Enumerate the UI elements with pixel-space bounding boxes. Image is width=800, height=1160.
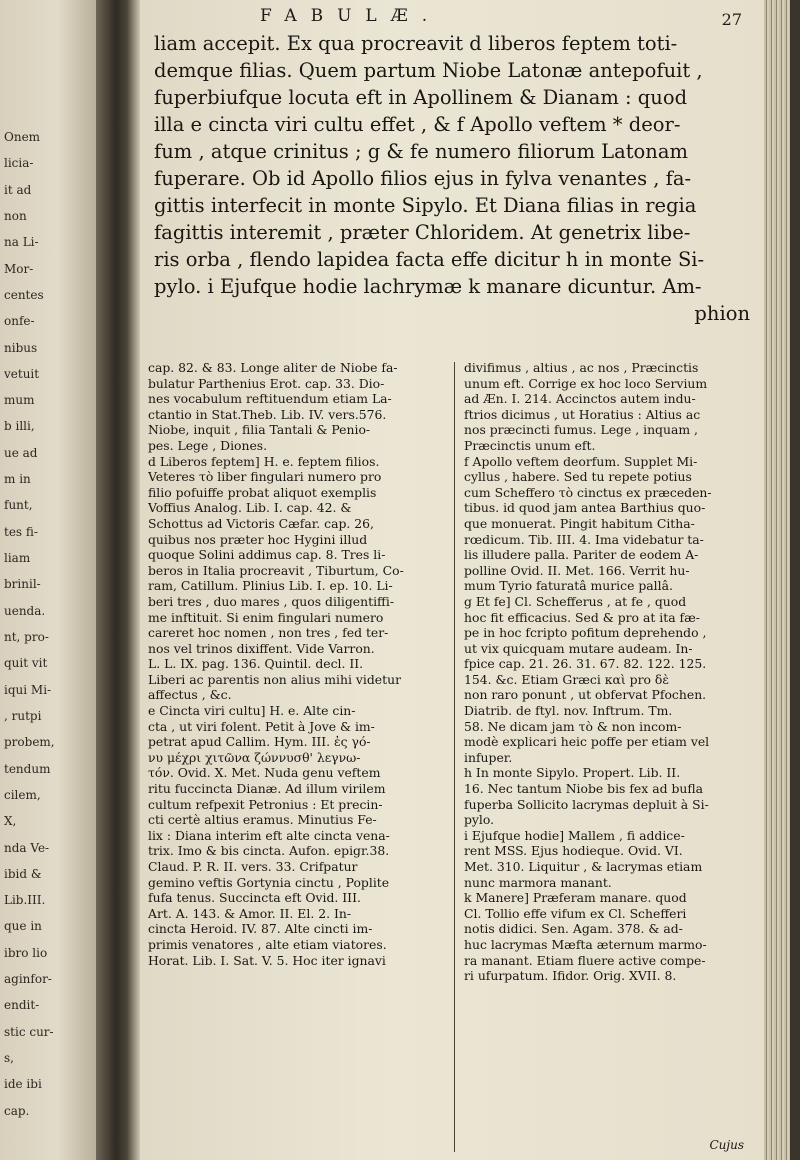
note-line: fufa tenus. Succincta eft Ovid. III. (148, 890, 361, 906)
catchword: Cujus (709, 1138, 744, 1152)
running-head: FABULÆ. (260, 6, 442, 26)
previous-page-fragment: ide ibi (4, 1077, 42, 1092)
main-text-line: demque filias. Quem partum Niobe Latonæ antepofuit , (154, 59, 703, 82)
main-text-line: gittis interfecit in monte Sipylo. Et Diana filias in regia (154, 194, 697, 217)
note-line: e Cincta viri cultu] H. e. Alte cin- (148, 703, 356, 719)
note-line: Veteres τὸ liber fingulari numero pro (148, 469, 382, 485)
note-line: Cl. Tollio effe vifum ex Cl. Schefferi (464, 905, 687, 921)
note-line: ut vix quicquam mutare audeam. In- (464, 640, 693, 656)
note-line: lis illudere palla. Pariter de eodem A- (464, 547, 699, 563)
note-line: ctantio in Stat.Theb. Lib. IV. vers.576. (148, 406, 387, 422)
previous-page-fragment: na Li- (4, 235, 39, 250)
note-line: Liberi ac parentis non alius mihi videtur (148, 671, 401, 687)
previous-page-fragment: aginfor- (4, 972, 52, 987)
note-line: notis didici. Sen. Agam. 378. & ad- (464, 921, 683, 937)
note-line: primis venatores , alte etiam viatores. (148, 936, 387, 952)
main-text-line: fuperare. Ob id Apollo filios ejus in fylva venantes , fa- (154, 167, 692, 190)
previous-page-fragment: ue ad (4, 445, 38, 460)
note-line: 16. Nec tantum Niobe bis fex ad bufla (464, 781, 704, 797)
note-line: hoc fit efficacius. Sed & pro at ita fæ- (464, 609, 700, 625)
note-line: nos vel trinos dixiffent. Vide Varron. (148, 640, 375, 656)
main-text-line: liam accepit. Ex qua procreavit d liberos feptem toti- (154, 32, 678, 55)
note-line: affectus , &c. (148, 687, 232, 703)
page-number: 27 (721, 10, 742, 29)
previous-page-fragment: ibro lio (4, 945, 48, 960)
note-line: divifimus , altius , ac nos , Præcinctis (464, 360, 699, 375)
note-line: tibus. id quod jam antea Barthius quo- (464, 500, 706, 516)
note-line: filio pofuiffe probat aliquot exemplis (148, 484, 377, 500)
previous-page-fragment: it ad (4, 182, 32, 197)
note-line: ram, Catillum. Plinius Lib. I. ep. 10. Li- (148, 578, 393, 594)
note-line: quoque Solini addimus cap. 8. Tres li- (148, 547, 386, 563)
note-line: h In monte Sipylo. Propert. Lib. II. (464, 765, 681, 781)
note-line: unum eft. Corrige ex hoc loco Servium (464, 375, 708, 391)
page-stack-edge (764, 0, 800, 1160)
note-line: cyllus , habere. Sed tu repete potius (464, 469, 692, 485)
note-line: non raro ponunt , ut obfervat Pfochen. (464, 687, 707, 703)
previous-page-fragment: cilem, (4, 787, 41, 802)
previous-page-fragment: non (4, 208, 27, 223)
note-line: νυ μέχρι χιτῶνα ζώννυσθ' λεγνω- (148, 749, 361, 765)
note-line: g Et fe] Cl. Schefferus , at fe , quod (464, 593, 687, 609)
book-gutter (96, 0, 140, 1160)
note-line: Præcinctis unum eft. (464, 437, 596, 453)
note-line: cincta Heroid. IV. 87. Alte cincti im- (148, 921, 373, 937)
previous-page-fragment: Onem (4, 130, 41, 144)
note-line: nes vocabulum reftituendum etiam La- (148, 391, 392, 407)
note-line: pe in hoc fcripto pofitum deprehendo , (464, 625, 707, 641)
previous-page-edge (0, 0, 96, 1160)
previous-page-fragment: ibid & (4, 866, 42, 881)
note-line: pes. Lege , Diones. (148, 437, 268, 453)
previous-page-fragment: probem, (4, 735, 55, 750)
note-line: τόν. Ovid. X. Met. Nuda genu veftem (148, 765, 381, 781)
note-line: que monuerat. Pingit habitum Citha- (464, 515, 695, 531)
note-line: ad Æn. I. 214. Accinctos autem indu- (464, 391, 696, 407)
note-line: f Apollo veftem deorfum. Supplet Mi- (464, 453, 698, 469)
note-line: rœdicum. Tib. III. 4. Ima videbatur ta- (464, 531, 704, 547)
note-line: Met. 310. Liquitur , & lacrymas etiam (464, 859, 703, 874)
note-line: careret hoc nomen , non tres , fed ter- (148, 625, 389, 641)
note-line: ritu fuccincta Dianæ. Ad illum virilem (148, 781, 386, 797)
previous-page-fragment: mum (4, 393, 35, 408)
note-line: mum Tyrio faturatâ murice pallâ. (464, 578, 673, 594)
main-text (154, 30, 750, 327)
note-line: me inftituit. Si enim fingulari numero (148, 609, 384, 625)
previous-page-fragment: tes fi- (4, 524, 38, 539)
note-line: Diatrib. de ftyl. nov. Inftrum. Tm. (464, 703, 673, 719)
previous-page-fragment: cap. (4, 1103, 30, 1118)
column-rule (454, 362, 455, 1152)
previous-page-fragment: uenda. (4, 603, 46, 618)
note-line: fpice cap. 21. 26. 31. 67. 82. 122. 125. (464, 656, 707, 672)
previous-page-fragment: vetuit (4, 366, 40, 381)
note-line: nunc marmora manant. (464, 874, 612, 890)
previous-page-fragment: stic cur- (4, 1024, 54, 1039)
previous-page-fragment: s, (4, 1051, 14, 1066)
note-line: petrat apud Callim. Hym. III. ἐς γό- (148, 734, 371, 750)
notes-column-left (148, 360, 434, 968)
note-line: ftrios dicimus , ut Horatius : Altius ac (464, 406, 701, 422)
note-line: Art. A. 143. & Amor. II. El. 2. In- (148, 905, 352, 921)
note-line: fuperba Sollicito lacrymas depluit à Si- (464, 796, 709, 812)
main-text-line: fuperbiufque locuta eft in Apollinem & Dianam : quod (154, 86, 688, 109)
previous-page-fragment: que in (4, 919, 42, 934)
main-text-line: illa e cincta viri cultu effet , & f Apollo veftem * deor- (154, 113, 681, 136)
previous-page-fragment: nt, pro- (4, 630, 49, 644)
note-line: Horat. Lib. I. Sat. V. 5. Hoc iter ignavi (148, 952, 386, 968)
previous-page-fragment: centes (4, 287, 44, 302)
previous-page-fragment: onfe- (4, 314, 35, 329)
previous-page-fragment: b illi, (4, 419, 35, 434)
main-text-line: fagittis interemit , præter Chloridem. At genetrix libe- (154, 221, 691, 244)
note-line: Schottus ad Victoris Cæfar. cap. 26, (148, 515, 374, 531)
note-line: nos præcincti fumus. Lege , inquam , (464, 422, 698, 438)
note-line: 58. Ne dicam jam τὸ & non incom- (464, 718, 682, 734)
previous-page-fragment: quit vit (4, 656, 48, 671)
previous-page-fragment: liam (4, 551, 31, 566)
note-line: beros in Italia procreavit , Tiburtum, Co- (148, 562, 404, 578)
note-line: L. L. IX. pag. 136. Quintil. decl. II. (148, 656, 364, 672)
note-line: huc lacrymas Mæfta æternum marmo- (464, 936, 707, 952)
main-text-catchword: phion (694, 302, 750, 325)
previous-page-fragment: funt, (4, 498, 33, 513)
note-line: infuper. (464, 749, 513, 765)
note-line: i Ejufque hodie] Mallem , fi addice- (464, 827, 685, 843)
note-line: pylo. (464, 812, 495, 828)
note-line: cta , ut viri folent. Petit à Jove & im- (148, 718, 375, 734)
note-line: cap. 82. & 83. Longe aliter de Niobe fa- (148, 360, 398, 375)
previous-page-fragment: m in (4, 472, 31, 487)
page (140, 0, 764, 1160)
note-line: k Manere] Præferam manare. quod (464, 890, 687, 906)
previous-page-fragment: Mor- (4, 261, 34, 276)
note-line: 154. &c. Etiam Græci καὶ pro δὲ (464, 671, 670, 687)
previous-page-fragment: , rutpi (4, 708, 42, 723)
note-line: rent MSS. Ejus hodieque. Ovid. VI. (464, 843, 683, 859)
note-line: d Liberos feptem] H. e. feptem filios. (148, 453, 380, 469)
note-line: cultum refpexit Petronius : Et precin- (148, 796, 383, 812)
note-line: modè explicari heic poffe per etiam vel (464, 734, 710, 750)
note-line: trix. Imo & bis cincta. Aufon. epigr.38. (148, 843, 390, 859)
note-line: beri tres , duo mares , quos diligentiffi- (148, 593, 395, 609)
note-line: Claud. P. R. II. vers. 33. Crifpatur (148, 859, 358, 874)
note-line: cti certè altius eramus. Minutius Fe- (148, 812, 377, 828)
note-line: ri ufurpatum. Ifidor. Orig. XVII. 8. (464, 968, 677, 984)
note-line: polline Ovid. II. Met. 166. Verrit hu- (464, 562, 690, 578)
note-line: bulatur Parthenius Erot. cap. 33. Dio- (148, 375, 385, 391)
previous-page-fragment: tendum (4, 761, 51, 776)
previous-page-fragment: licia- (4, 156, 34, 171)
previous-page-fragment: X, (4, 814, 17, 829)
previous-page-fragment: brinil- (4, 577, 41, 592)
notes-column-right (464, 360, 750, 984)
previous-page-fragment: endit- (4, 998, 40, 1013)
main-text-line: pylo. i Ejufque hodie lachrymæ k manare dicuntur. Am- (154, 275, 702, 298)
note-line: cum Scheffero τὸ cinctus ex præceden- (464, 484, 712, 500)
main-text-line: ris orba , flendo lapidea facta effe dicitur h in monte Si- (154, 248, 705, 271)
note-line: Niobe, inquit , filia Tantali & Penio- (148, 422, 371, 438)
previous-page-fragment: nibus (4, 340, 38, 355)
note-line: quibus nos præter hoc Hygini illud (148, 531, 368, 547)
note-line: ra manant. Etiam fluere active compe- (464, 952, 706, 968)
main-text-line: fum , atque crinitus ; g & fe numero filiorum Latonam (154, 140, 688, 163)
previous-page-fragment: iqui Mi- (4, 682, 52, 697)
previous-page-fragment: Lib.III. (4, 893, 46, 908)
note-line: gemino veftis Gortynia cinctu , Poplite (148, 874, 390, 890)
previous-page-fragment: nda Ve- (4, 840, 50, 855)
note-line: Voffius Analog. Lib. I. cap. 42. & (148, 500, 352, 516)
note-line: lix : Diana interim eft alte cincta vena- (148, 827, 390, 843)
